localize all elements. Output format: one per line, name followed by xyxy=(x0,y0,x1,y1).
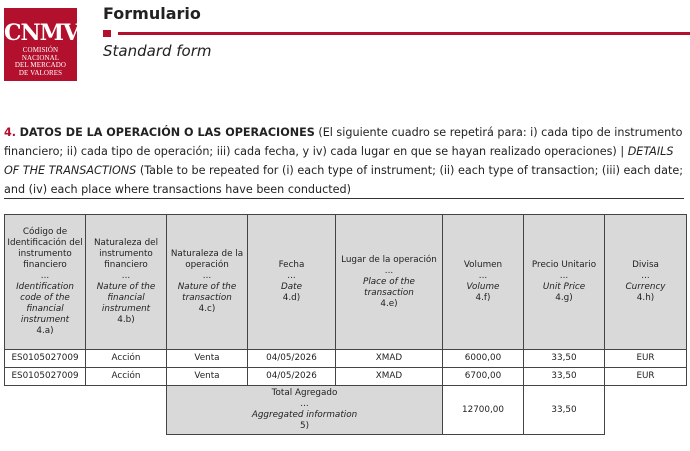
cell-identification-code: ES0105027009 xyxy=(5,368,86,386)
col-header-instrument-nature: Naturaleza del instrumento financiero ... Nature of the financial instrument 4.b) xyxy=(86,215,167,350)
table-row xyxy=(5,368,687,386)
cell-instrument-nature: Acción xyxy=(86,350,167,368)
title-accent-square xyxy=(103,30,111,37)
col-header-currency: Divisa ... Currency 4.h) xyxy=(605,215,687,350)
logo-line-3: DEL MERCADO xyxy=(14,61,67,69)
col-header-place: Lugar de la operación ... Place of the transaction 4.e) xyxy=(336,215,443,350)
logo-line-1: COMISIÓN xyxy=(22,46,59,54)
section-number: 4. xyxy=(4,126,17,139)
cell-instrument-nature: Acción xyxy=(86,368,167,386)
section-title: DATOS DE LA OPERACIÓN O LAS OPERACIONES xyxy=(19,126,315,139)
col-header-transaction-nature: Naturaleza de la operación ... Nature of the transaction 4.c) xyxy=(167,215,248,350)
section-heading xyxy=(4,123,688,199)
page-title: Formulario xyxy=(103,4,201,23)
table-row xyxy=(5,350,687,368)
cell-identification-code: ES0105027009 xyxy=(5,350,86,368)
title-divider xyxy=(118,32,690,35)
cell-unit-price: 33,50 xyxy=(524,368,605,386)
cell-date: 04/05/2026 xyxy=(248,350,336,368)
logo-line-4: DE VALORES xyxy=(18,68,63,77)
logo-line-2: NACIONAL xyxy=(21,53,60,62)
total-volume: 12700,00 xyxy=(443,386,524,435)
cell-transaction-nature: Venta xyxy=(167,368,248,386)
cell-volume: 6000,00 xyxy=(443,350,524,368)
cell-unit-price: 33,50 xyxy=(524,350,605,368)
total-unit-price: 33,50 xyxy=(524,386,605,435)
col-header-identification-code: Código de Identificación del instrumento financiero ... Identification code of the financial instrument 4.a) xyxy=(5,215,86,350)
transactions-table xyxy=(4,214,687,435)
col-header-volume: Volumen ... Volume 4.f) xyxy=(443,215,524,350)
col-header-date: Fecha ... Date 4.d) xyxy=(248,215,336,350)
logo-mark: CNMV xyxy=(4,20,80,46)
empty-cell xyxy=(605,386,687,435)
cell-currency: EUR xyxy=(605,350,687,368)
section-underline xyxy=(4,198,684,199)
page-subtitle: Standard form xyxy=(103,42,212,60)
logo-subtitle xyxy=(4,47,77,77)
table-header-row xyxy=(5,215,687,350)
cell-date: 04/05/2026 xyxy=(248,368,336,386)
total-row xyxy=(5,386,687,435)
section-note-es: (El siguiente cuadro se repetirá para: i) cada tipo de instrumento financiero; ii) cada tipo de operación; iii) cada fecha, y iv) cada lugar en que se hayan realizado operaciones) | xyxy=(4,126,683,158)
section-title-en: DETAILS OF THE TRANSACTIONS xyxy=(4,145,674,177)
empty-cell xyxy=(86,386,167,435)
cell-volume: 6700,00 xyxy=(443,368,524,386)
total-label-cell: Total Agregado ... Aggregated information 5) xyxy=(167,386,443,435)
cell-place: XMAD xyxy=(336,350,443,368)
col-header-unit-price: Precio Unitario ... Unit Price 4.g) xyxy=(524,215,605,350)
cell-currency: EUR xyxy=(605,368,687,386)
section-note-en: (Table to be repeated for (i) each type of instrument; (ii) each type of transaction; (iii) each date; and (iv) each place where transactions have been conducted) xyxy=(4,164,684,196)
empty-cell xyxy=(5,386,86,435)
cell-transaction-nature: Venta xyxy=(167,350,248,368)
cell-place: XMAD xyxy=(336,368,443,386)
cnmv-logo xyxy=(4,8,80,81)
